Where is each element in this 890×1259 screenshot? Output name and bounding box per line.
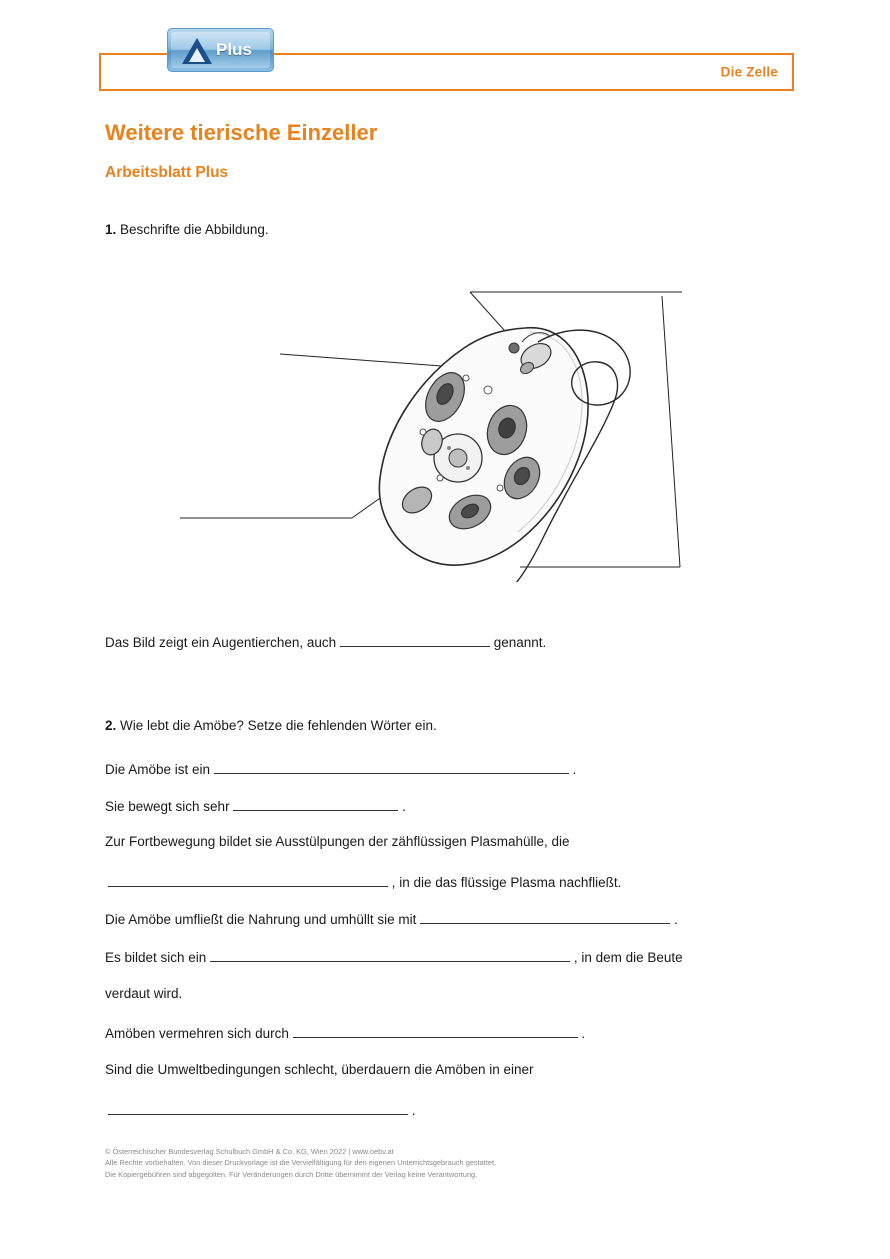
eyespot — [509, 343, 519, 353]
answer-line — [108, 873, 621, 890]
task-1-number: 1. — [105, 222, 117, 237]
euglena-figure — [170, 282, 700, 582]
answer-line-after: . — [581, 1026, 586, 1041]
answer-line — [105, 948, 683, 965]
euglena-drawing — [170, 282, 700, 582]
footer-rights: Alle Rechte vorbehalten. Von dieser Druckvorlage ist die Vervielfältigung für den eigenen Unterrichtsgebrauch gestattet. — [105, 1158, 497, 1168]
answer-line — [108, 1101, 416, 1118]
answer-line-before: Sind die Umweltbedingungen schlecht, überdauern die Amöben in einer — [105, 1062, 534, 1077]
task-1-prompt: Beschrifte die Abbildung. — [116, 222, 269, 237]
figure-caption-after: genannt. — [493, 635, 547, 650]
answer-line — [105, 797, 406, 814]
page-subtitle: Arbeitsblatt Plus — [105, 164, 229, 181]
answer-line-after: . — [402, 799, 406, 814]
chapter-title: Die Zelle — [720, 64, 778, 80]
logo-label: Plus — [216, 40, 252, 59]
answer-line-before: Sie bewegt sich sehr — [105, 799, 230, 814]
publisher-logo — [167, 28, 274, 72]
answer-line-before: Zur Fortbewegung bildet sie Ausstülpungen der zähflüssigen Plasmahülle, die — [105, 834, 570, 849]
footer-disclaimer: Die Kopiergebühren sind abgegolten. Für Veränderungen durch Dritte übernimmt der Verlag keine Verantwortung. — [105, 1169, 478, 1179]
answer-blank[interactable] — [108, 873, 388, 887]
figure-caption — [105, 633, 546, 650]
answer-blank[interactable] — [108, 1101, 408, 1115]
answer-line — [105, 760, 576, 777]
answer-line — [105, 910, 678, 927]
answer-line-after: , in dem die Beute — [573, 950, 683, 965]
footer — [105, 1146, 805, 1180]
task-2-prompt: Wie lebt die Amöbe? Setze die fehlenden Wörter ein. — [116, 718, 437, 733]
page-title: Weitere tierische Einzeller — [105, 120, 378, 145]
answer-line-before: Amöben vermehren sich durch — [105, 1026, 289, 1041]
footer-copyright: © Österreichischer Bundesverlag Schulbuch GmbH & Co. KG, Wien 2022 | www.oebv.at — [105, 1147, 394, 1156]
answer-blank[interactable] — [210, 948, 570, 962]
task-2-number: 2. — [105, 718, 117, 733]
answer-line — [105, 1062, 534, 1077]
triangle-inner-icon — [189, 48, 205, 62]
answer-line-before: verdaut wird. — [105, 986, 183, 1001]
answer-blank[interactable] — [293, 1024, 578, 1038]
answer-line — [105, 834, 570, 849]
task-2 — [105, 716, 437, 736]
answer-blank[interactable] — [233, 797, 398, 811]
answer-blank[interactable] — [214, 760, 569, 774]
answer-line-before: Die Amöbe ist ein — [105, 762, 211, 777]
answer-line-after: . — [411, 1103, 416, 1118]
answer-line-after: , in die das flüssige Plasma nachfließt. — [391, 875, 622, 890]
task-1 — [105, 220, 269, 240]
answer-line — [105, 986, 182, 1001]
answer-line-after: . — [572, 762, 577, 777]
figure-caption-blank[interactable] — [340, 633, 490, 647]
figure-caption-before: Das Bild zeigt ein Augentierchen, auch — [105, 635, 337, 650]
answer-blank[interactable] — [420, 910, 670, 924]
answer-line-after: . — [673, 912, 678, 927]
answer-line-before: Die Amöbe umfließt die Nahrung und umhüllt sie mit — [105, 912, 417, 927]
answer-line-before: Es bildet sich ein — [105, 950, 207, 965]
answer-line — [105, 1024, 585, 1041]
